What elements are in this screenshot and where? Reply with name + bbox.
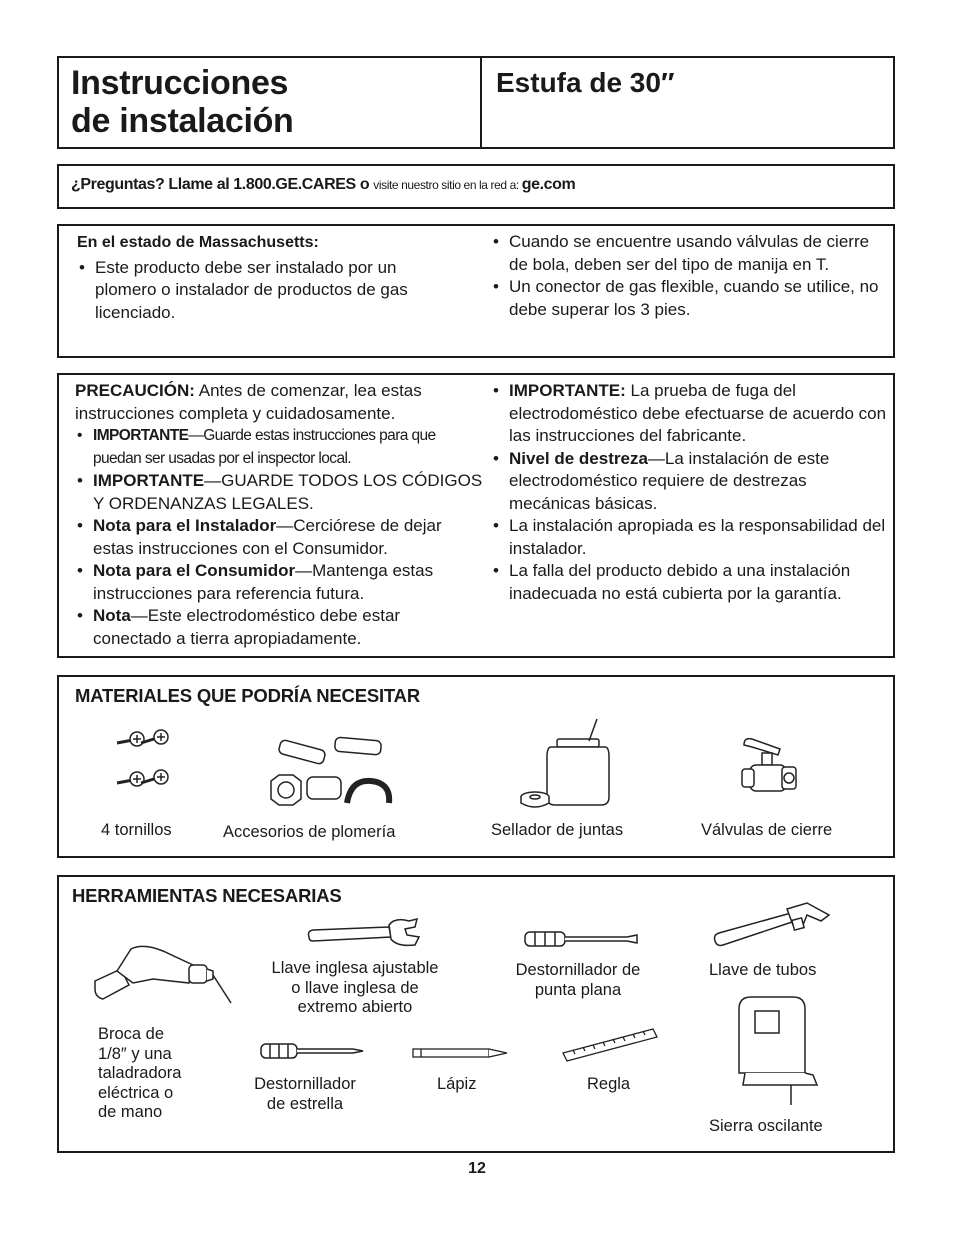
wrench-label-line: extremo abierto xyxy=(297,998,413,1016)
item-bold: Nota para el Consumidor xyxy=(93,561,296,580)
list-item xyxy=(75,560,483,605)
massachusetts-left xyxy=(77,232,457,324)
title-line-1: Instrucciones xyxy=(71,64,289,102)
list-item: • Este producto debe ser instalado por un plomero o instalador de productos de gas licenciado. xyxy=(77,257,457,325)
list-item xyxy=(491,448,891,516)
item-text: La instalación apropiada es la responsabilidad del instalador. xyxy=(509,516,886,558)
item-text: —Cerciórese de dejar estas instrucciones con el Consumidor. xyxy=(93,516,442,558)
materials-title: MATERIALES QUE PODRÍA NECESITAR xyxy=(75,685,420,706)
questions-box xyxy=(57,164,895,209)
precaution-right xyxy=(491,380,891,605)
model-title: Estufa de 30″ xyxy=(496,67,675,98)
drill-label-line: de mano xyxy=(98,1103,163,1121)
precaution-text: Antes de comenzar, lea estas instrucciones completa y cuidadosamente. xyxy=(75,381,422,423)
adjustable-wrench-icon xyxy=(305,917,421,947)
tools-title: HERRAMIENTAS NECESARIAS xyxy=(72,885,342,906)
massachusetts-heading: En el estado de Massachusetts: xyxy=(77,234,319,251)
pipe-fittings-icon xyxy=(267,733,397,813)
massachusetts-box xyxy=(57,224,895,358)
screws-icon xyxy=(111,729,181,809)
header-divider xyxy=(480,58,482,147)
phone-text: ¿Preguntas? Llame al 1.800.GE.CARES xyxy=(71,176,356,193)
item-text: —Guarde estas instrucciones para que puedan ser usadas por el inspector local. xyxy=(93,427,436,467)
drill-icon xyxy=(93,941,233,1011)
pencil-icon xyxy=(411,1047,509,1059)
item-bold: IMPORTANTE xyxy=(93,427,189,444)
title-line-2: de instalación xyxy=(71,102,294,140)
pencil-label: Lápiz xyxy=(437,1075,477,1093)
page-title xyxy=(71,64,294,140)
flat-screwdriver-label xyxy=(495,961,661,1000)
flat-screwdriver-icon xyxy=(523,929,641,949)
saw-label: Sierra oscilante xyxy=(709,1117,823,1135)
list-item xyxy=(491,560,891,605)
item-bold: Nota para el Instalador xyxy=(93,516,277,535)
flat-screwdriver-label-line: Destornillador de xyxy=(515,961,641,979)
drill-label-line: taladradora xyxy=(98,1064,182,1082)
item-bold: Nota xyxy=(93,606,131,625)
phillips-label xyxy=(235,1075,375,1114)
wrench-label-line: o llave inglesa de xyxy=(291,978,419,997)
jig-saw-icon xyxy=(735,995,821,1107)
item-text: —GUARDE TODOS LOS CÓDIGOS Y ORDENANZAS LEGALES. xyxy=(93,471,483,513)
questions-line xyxy=(71,176,575,194)
visit-text: visite nuestro sitio en la red a: xyxy=(373,178,522,192)
massachusetts-right xyxy=(491,231,886,321)
list-item xyxy=(75,470,483,515)
pipe-wrench-icon xyxy=(711,901,831,951)
material-label: Válvulas de cierre xyxy=(701,821,833,839)
flat-screwdriver-label-line: punta plana xyxy=(534,980,622,999)
phillips-label-line: Destornillador xyxy=(254,1075,356,1093)
list-item xyxy=(491,515,891,560)
shutoff-valve-icon xyxy=(740,735,800,810)
tools-box xyxy=(57,875,895,1153)
ruler-icon xyxy=(561,1027,659,1063)
list-item xyxy=(75,605,483,650)
drill-label-line: eléctrica o xyxy=(98,1083,174,1102)
ruler-label: Regla xyxy=(587,1075,631,1093)
item-bold: IMPORTANTE: xyxy=(509,381,626,400)
website-link[interactable]: ge.com xyxy=(521,176,576,193)
wrench-label xyxy=(255,959,455,1018)
item-bold: IMPORTANTE xyxy=(93,471,205,490)
material-label: Accesorios de plomería xyxy=(223,823,396,841)
list-item xyxy=(75,425,483,470)
joint-sealant-icon xyxy=(521,717,641,812)
drill-label-line: Broca de xyxy=(98,1025,165,1043)
drill-label xyxy=(98,1025,181,1123)
list-item: • Un conector de gas flexible, cuando se utilice, no debe superar los 3 pies. xyxy=(491,276,886,321)
material-label: 4 tornillos xyxy=(101,821,172,839)
header-box xyxy=(57,56,895,149)
list-item xyxy=(491,380,891,448)
list-item: • Cuando se encuentre usando válvulas de cierre de bola, deben ser del tipo de manija en T. xyxy=(491,231,886,276)
material-label: Sellador de juntas xyxy=(491,821,624,839)
page-number: 12 xyxy=(468,1160,486,1177)
item-text: —La instalación de este electrodoméstico requiere de destrezas mecánicas básicas. xyxy=(509,448,830,513)
item-text: —Este electrodoméstico debe estar conectado a tierra apropiadamente. xyxy=(93,606,401,648)
list-item xyxy=(75,515,483,560)
pipe-wrench-label: Llave de tubos xyxy=(709,961,817,979)
item-text: —Mantenga estas instrucciones para referencia futura. xyxy=(93,561,434,603)
item-text: La falla del producto debido a una instalación inadecuada no está cubierta por la garantía. xyxy=(509,561,851,603)
wrench-label-line: Llave inglesa ajustable xyxy=(271,959,439,977)
phillips-label-line: de estrella xyxy=(266,1094,344,1113)
precaution-left xyxy=(75,380,483,650)
precaution-lead xyxy=(75,380,483,425)
item-text: La prueba de fuga del electrodoméstico debe efectuarse de acuerdo con las instrucciones del fabricante. xyxy=(509,381,887,445)
materials-box xyxy=(57,675,895,858)
precaution-label: PRECAUCIÓN: xyxy=(75,381,195,400)
drill-label-line: 1/8″ y una xyxy=(98,1044,172,1063)
or-text: o xyxy=(355,176,374,193)
item-bold: Nivel de destreza xyxy=(509,448,648,468)
phillips-screwdriver-icon xyxy=(259,1041,365,1061)
precaution-box xyxy=(57,373,895,658)
